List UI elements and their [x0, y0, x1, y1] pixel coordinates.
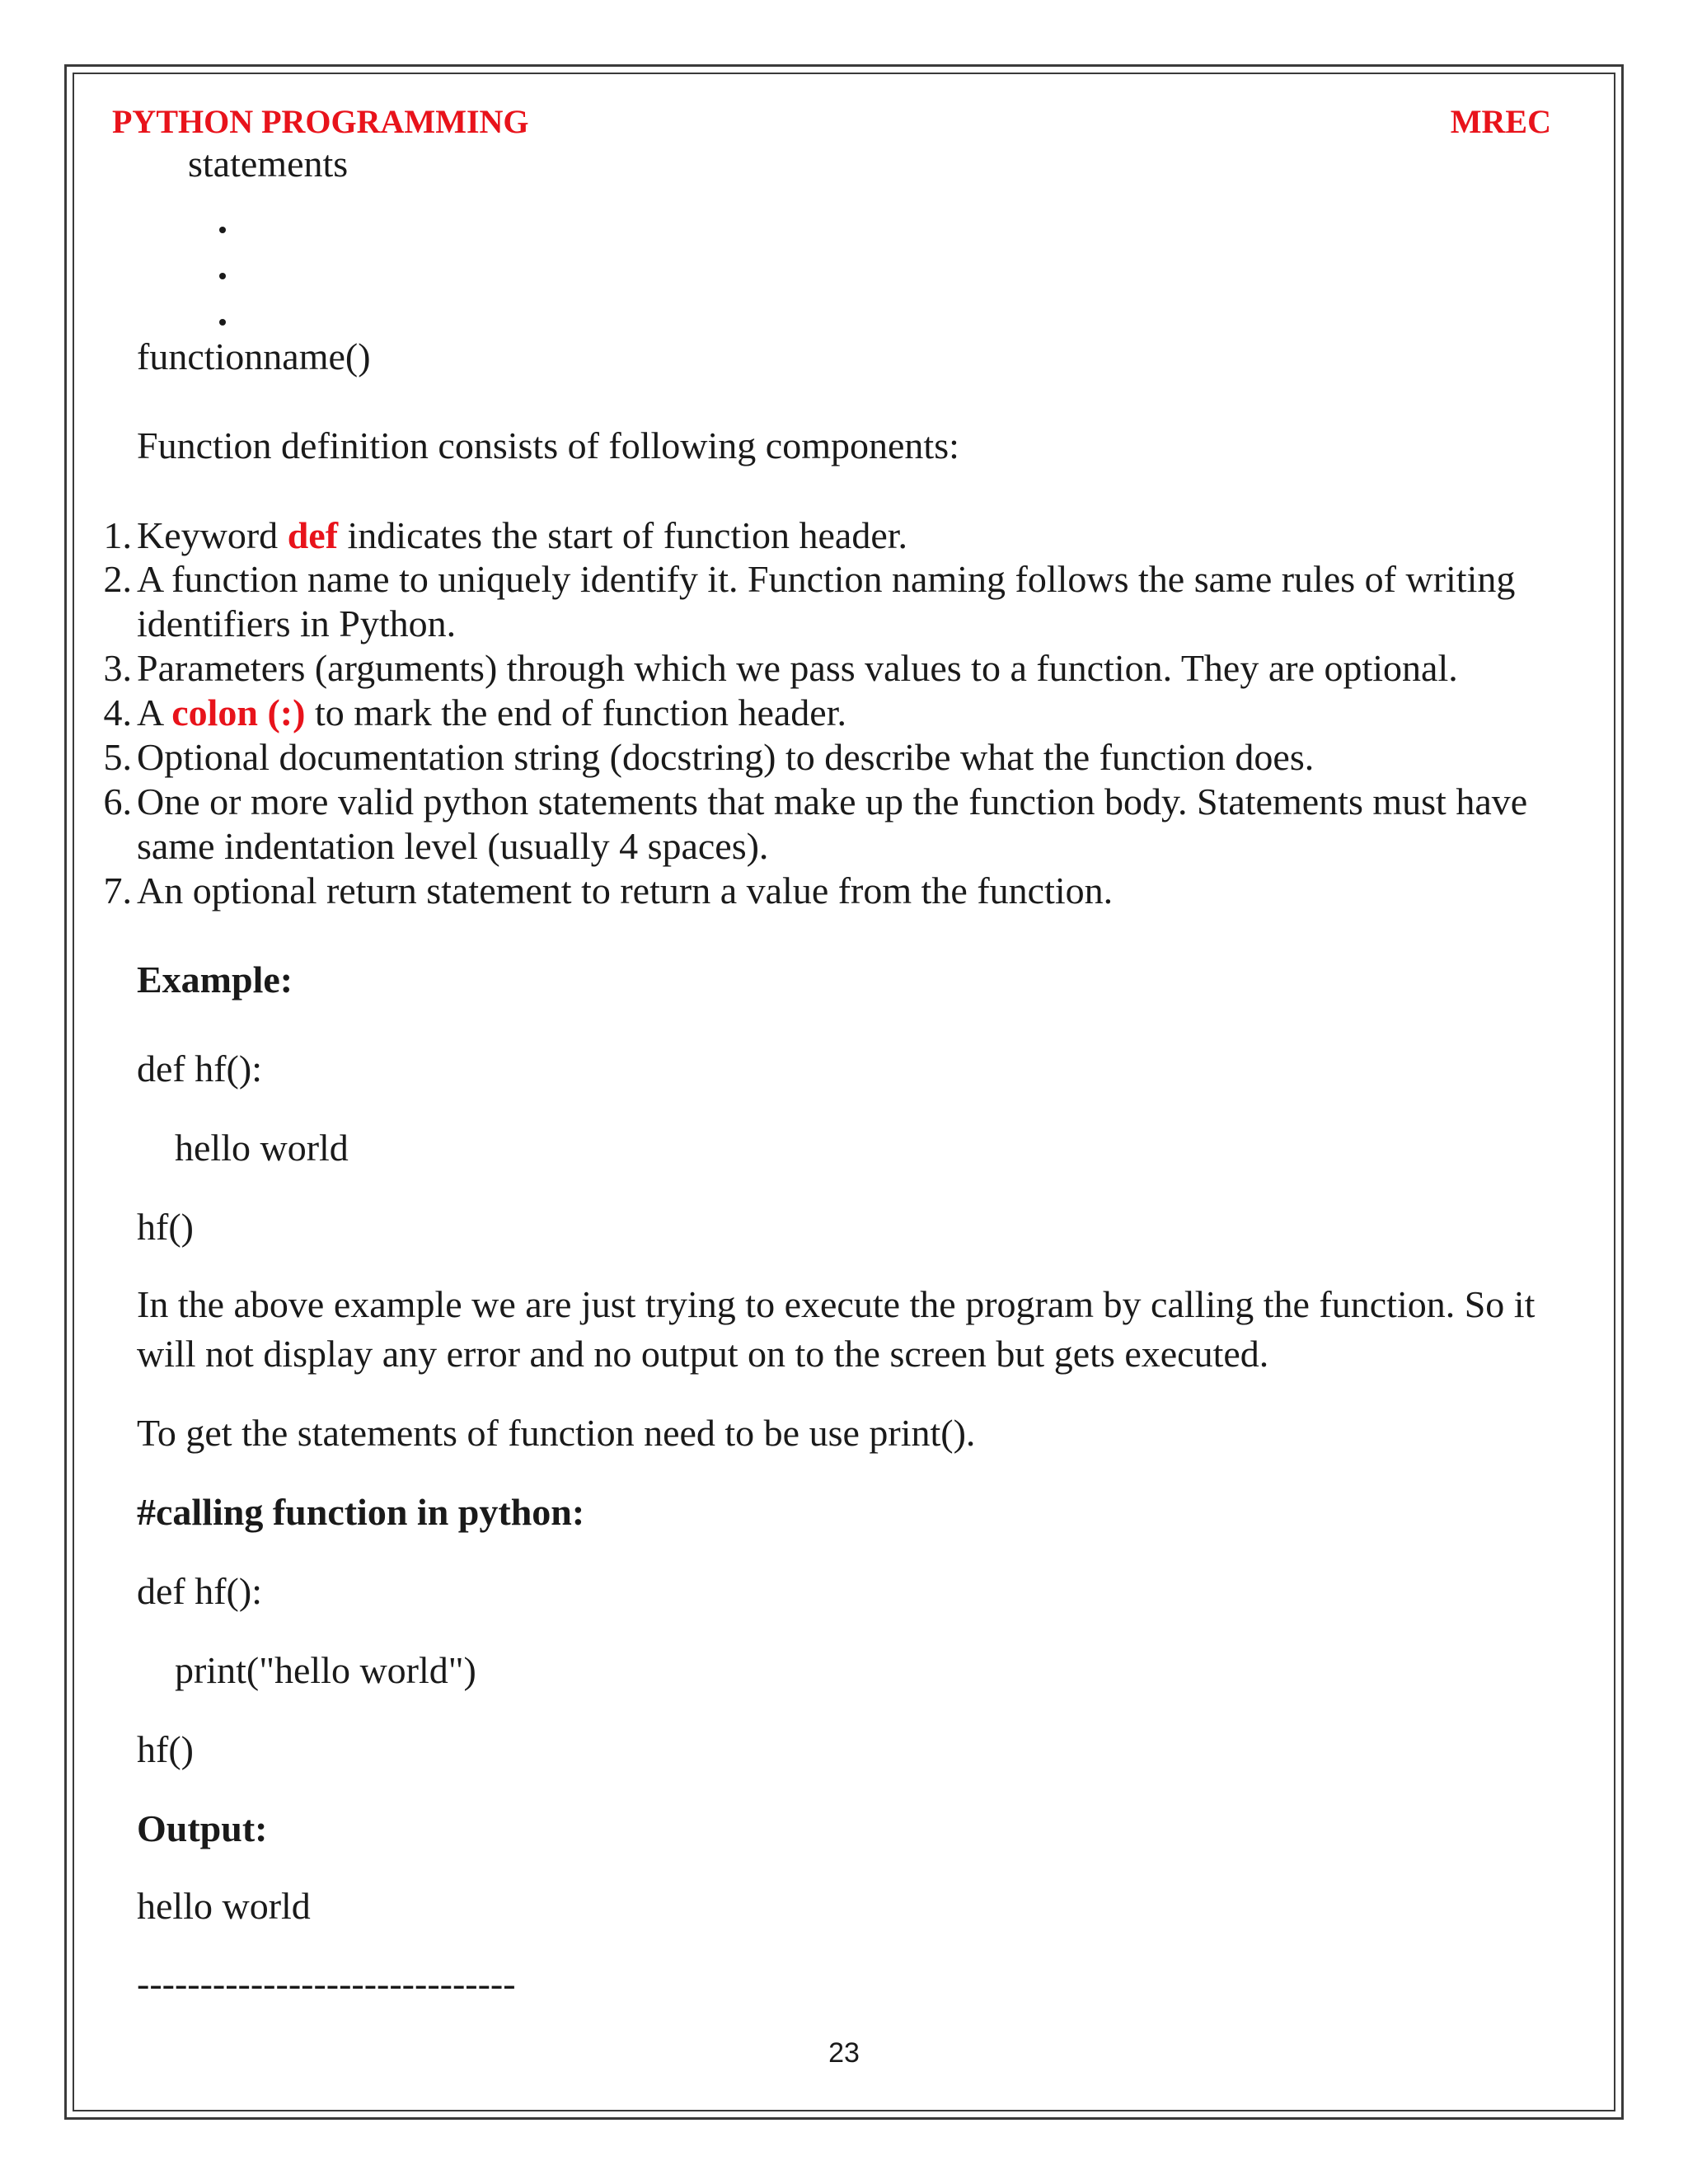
- list-item: An optional return statement to return a value from the function.: [137, 869, 1114, 912]
- note-text: To get the statements of function need to be use print().: [137, 1412, 976, 1454]
- list-item-continuation: identifiers in Python.: [137, 602, 457, 644]
- list-item: A colon (:) to mark the end of function header.: [137, 691, 846, 733]
- components-intro: Function definition consists of following components:: [137, 424, 959, 466]
- list-number: 6.: [103, 780, 132, 823]
- header-course-title: PYTHON PROGRAMMING: [112, 103, 529, 140]
- list-number: 2.: [103, 558, 132, 600]
- list-number: 1.: [103, 514, 132, 556]
- keyword-colon: colon (:): [171, 691, 306, 733]
- list-number: 5.: [103, 736, 132, 778]
- output-heading: Output:: [137, 1807, 268, 1849]
- header-institution: MREC: [1450, 103, 1551, 140]
- separator-line: ------------------------------: [137, 1962, 516, 2004]
- code-line: hf(): [137, 1206, 194, 1248]
- syntax-statements: statements: [188, 143, 349, 185]
- calling-heading: #calling function in python:: [137, 1491, 585, 1533]
- code-line: hello world: [175, 1127, 349, 1169]
- ellipsis-dot: [219, 227, 226, 233]
- list-item: Optional documentation string (docstring) to describe what the function does.: [137, 736, 1315, 778]
- ellipsis-dot: [219, 319, 226, 326]
- page-border-inner: [73, 73, 1615, 2111]
- keyword-def: def: [287, 514, 339, 556]
- explanation-text: In the above example we are just trying to execute the program by calling the function. So it: [137, 1283, 1536, 1325]
- list-item: Keyword def indicates the start of function header.: [137, 514, 908, 556]
- ellipsis-dot: [219, 273, 226, 279]
- list-number: 3.: [103, 647, 132, 689]
- page-number: 23: [828, 2037, 860, 2069]
- list-item: Parameters (arguments) through which we pass values to a function. They are optional.: [137, 647, 1458, 689]
- list-number: 7.: [103, 869, 132, 912]
- list-item-continuation: same indentation level (usually 4 spaces).: [137, 825, 769, 867]
- code-line: print("hello world"): [175, 1649, 476, 1691]
- code-line: def hf():: [137, 1570, 262, 1612]
- code-line: hf(): [137, 1728, 194, 1770]
- code-line: def hf():: [137, 1047, 262, 1090]
- example-heading: Example:: [137, 958, 293, 1001]
- list-item: One or more valid python statements that make up the function body. Statements must have: [137, 780, 1528, 823]
- list-item: A function name to uniquely identify it. Function naming follows the same rules of writing: [137, 558, 1516, 600]
- output-value: hello world: [137, 1885, 311, 1927]
- syntax-call: functionname(): [137, 335, 371, 377]
- list-number: 4.: [103, 691, 132, 733]
- explanation-text: will not display any error and no output on to the screen but gets executed.: [137, 1333, 1269, 1375]
